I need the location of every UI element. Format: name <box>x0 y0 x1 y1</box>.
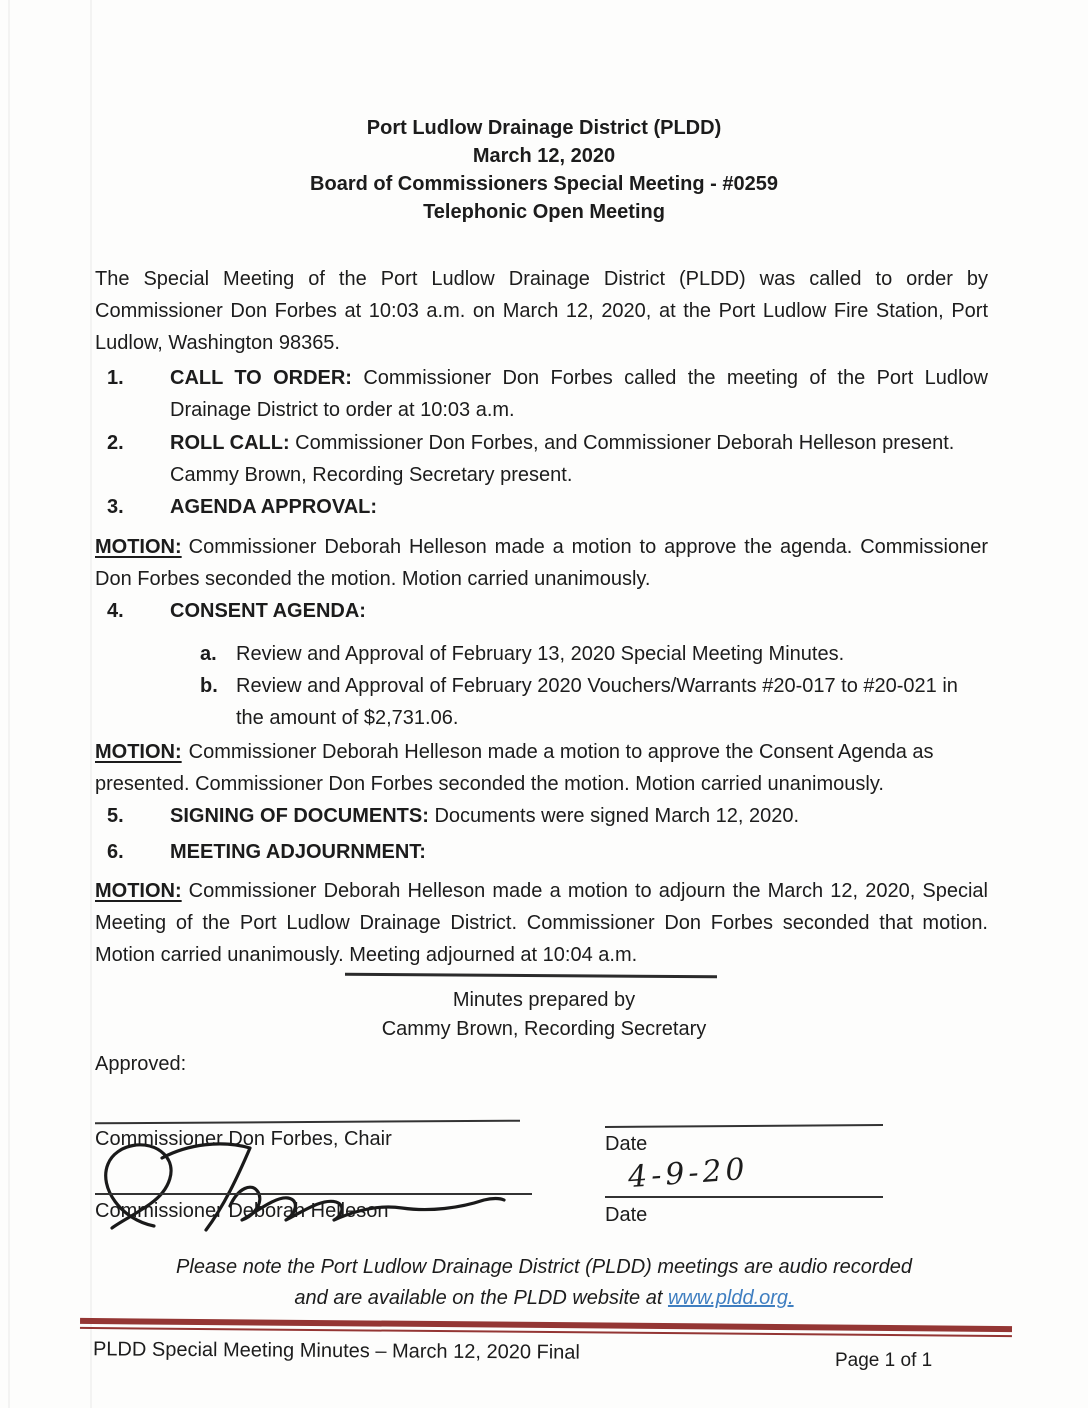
date-line-forbes <box>605 1124 883 1128</box>
agenda-item-meeting-adjournment <box>95 836 988 868</box>
item-number: 3. <box>107 496 124 518</box>
handwritten-date: 4-9-20 <box>626 1151 750 1196</box>
motion-label: MOTION: <box>95 536 182 558</box>
audio-recording-note <box>0 1252 1088 1314</box>
pldd-website-link[interactable]: www.pldd.org. <box>667 1287 794 1309</box>
item-heading: MEETING ADJOURNMENT: <box>170 841 426 863</box>
meeting-date: March 12, 2020 <box>472 145 616 167</box>
footer-page-number: Page 1 of 1 <box>835 1350 933 1371</box>
motion-text: Commissioner Deborah Helleson made a motion to adjourn the March 12, 2020, Special Meeting of the Port Ludlow Drainage District. Commissioner Don Forbes seconded that motion. Motion carried unanimously. Meeting adjourned at 10:04 a.m. <box>95 880 988 966</box>
item-text: Documents were signed March 12, 2020. <box>434 805 800 827</box>
sub-item-text: Review and Approval of February 13, 2020 Special Meeting Minutes. <box>236 643 845 665</box>
item-number: 4. <box>107 600 124 622</box>
approved-label: Approved: <box>95 1053 187 1075</box>
motion-label: MOTION: <box>95 880 182 902</box>
motion-text: Commissioner Deborah Helleson made a motion to approve the Consent Agenda as presented. Commissioner Don Forbes seconded the motion. Motion carried unanimously. <box>95 741 934 795</box>
footer-rule <box>80 1318 1012 1337</box>
item-heading: CALL TO ORDER: <box>170 367 352 389</box>
consent-sub-item-b <box>200 670 978 734</box>
motion-label: MOTION: <box>95 741 182 763</box>
item-number: 5. <box>107 805 124 827</box>
item-heading: SIGNING OF DOCUMENTS: <box>170 805 429 827</box>
item-number: 6. <box>107 841 124 863</box>
sub-item-text: Review and Approval of February 2020 Vouchers/Warrants #20-017 to #20-021 in the amount of $2,731.06. <box>236 675 958 729</box>
motion-consent-agenda <box>95 736 988 800</box>
agenda-item-consent-agenda <box>95 595 988 627</box>
agenda-item-call-to-order <box>95 362 988 426</box>
signer-name-forbes: Commissioner Don Forbes, Chair <box>95 1128 392 1150</box>
item-heading: ROLL CALL: <box>170 432 290 454</box>
date-label-helleson: Date <box>605 1204 648 1226</box>
consent-sub-item-a <box>200 638 978 670</box>
document-title: Port Ludlow Drainage District (PLDD) <box>366 117 722 139</box>
motion-agenda-approval <box>95 531 988 595</box>
motion-adjournment <box>95 875 988 971</box>
prepared-by-label: Minutes prepared by <box>452 989 636 1011</box>
meeting-number: Board of Commissioners Special Meeting - #0259 <box>310 173 778 195</box>
date-line-helleson <box>605 1196 883 1198</box>
signature-line-helleson <box>95 1193 532 1195</box>
item-heading: CONSENT AGENDA: <box>170 600 366 622</box>
signature-line-forbes <box>95 1120 520 1125</box>
agenda-item-roll-call <box>95 427 988 491</box>
intro-paragraph: The Special Meeting of the Port Ludlow Drainage District (PLDD) was called to order by Commissioner Don Forbes at 10:03 a.m. on March 12, 2020, at the Port Ludlow Fire Station, Port Ludlow, Washington 98365. <box>95 268 988 354</box>
meeting-type: Telephonic Open Meeting <box>423 201 665 223</box>
item-body <box>170 800 988 832</box>
note-line-2-text: and are available on the PLDD website at <box>294 1287 668 1309</box>
item-body <box>170 595 988 627</box>
prepared-by-block <box>0 986 1088 1044</box>
sub-item-letter: a. <box>200 643 217 665</box>
note-line-2 <box>0 1283 1088 1314</box>
item-body <box>170 427 988 491</box>
document-title-block <box>0 114 1088 226</box>
item-text: Commissioner Don Forbes, and Commissioner Deborah Helleson present. Cammy Brown, Recording Secretary present. <box>170 432 955 486</box>
item-number: 2. <box>107 432 124 454</box>
prepared-by-divider-line <box>345 973 717 979</box>
item-body <box>170 491 988 523</box>
sub-item-letter: b. <box>200 675 218 697</box>
agenda-item-signing-of-documents <box>95 800 988 832</box>
motion-text: Commissioner Deborah Helleson made a motion to approve the agenda. Commissioner Don Forbes seconded the motion. Motion carried unanimously. <box>95 536 988 590</box>
agenda-item-agenda-approval <box>95 491 988 523</box>
date-label-forbes: Date <box>605 1133 648 1155</box>
item-body <box>170 362 988 426</box>
signer-name-helleson: Commissioner Deborah Helleson <box>95 1200 389 1222</box>
note-line-1: Please note the Port Ludlow Drainage District (PLDD) meetings are audio recorded <box>176 1256 912 1278</box>
footer-document-title: PLDD Special Meeting Minutes – March 12, 2020 Final <box>92 1338 580 1364</box>
item-text: Commissioner Don Forbes called the meeting of the Port Ludlow Drainage District to order at 10:03 a.m. <box>170 367 988 421</box>
item-number: 1. <box>107 367 124 389</box>
item-body <box>170 836 988 868</box>
prepared-by-name: Cammy Brown, Recording Secretary <box>381 1018 707 1040</box>
item-heading: AGENDA APPROVAL: <box>170 496 378 518</box>
